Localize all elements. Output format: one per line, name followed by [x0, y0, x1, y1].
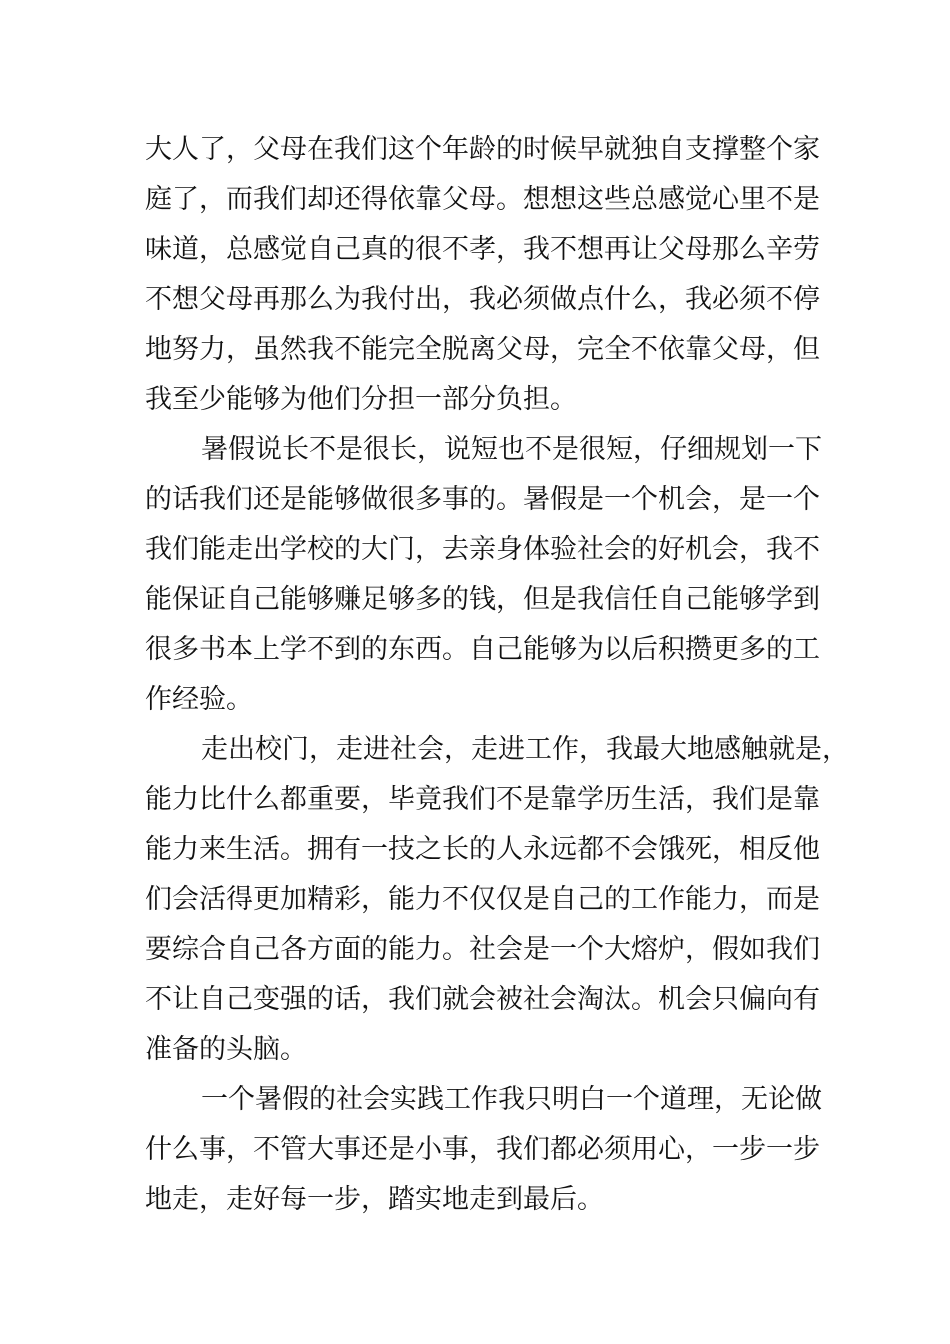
text-line: 庭了，而我们却还得依靠父母。想想这些总感觉心里不是 [145, 184, 820, 215]
text-line: 什么事，不管大事还是小事，我们都必须用心，一步一步 [145, 1134, 820, 1165]
paragraph-2 [145, 425, 822, 725]
paragraph-1 [145, 125, 820, 425]
paragraph-3 [145, 725, 849, 1075]
text-line: 不让自己变强的话，我们就会被社会淘汰。机会只偏向有 [145, 984, 820, 1015]
text-line: 能保证自己能够赚足够多的钱，但是我信任自己能够学到 [145, 584, 820, 615]
text-line: 味道，总感觉自己真的很不孝，我不想再让父母那么辛劳 [145, 234, 820, 265]
text-line: 地走，走好每一步，踏实地走到最后。 [145, 1184, 604, 1215]
text-line-indented: 一个暑假的社会实践工作我只明白一个道理，无论做 [201, 1084, 822, 1115]
text-line: 的话我们还是能够做很多事的。暑假是一个机会，是一个 [145, 484, 820, 515]
paragraph-4 [145, 1075, 822, 1225]
text-line: 我们能走出学校的大门，去亲身体验社会的好机会，我不 [145, 534, 820, 565]
text-line: 我至少能够为他们分担一部分负担。 [145, 384, 577, 415]
text-line: 作经验。 [145, 684, 253, 715]
text-line-indented: 暑假说长不是很长，说短也不是很短，仔细规划一下 [201, 434, 822, 465]
text-line: 不想父母再那么为我付出，我必须做点什么，我必须不停 [145, 284, 820, 315]
document-body [145, 125, 849, 1225]
text-line: 要综合自己各方面的能力。社会是一个大熔炉，假如我们 [145, 934, 820, 965]
text-line: 能力来生活。拥有一技之长的人永远都不会饿死，相反他 [145, 834, 820, 865]
text-line: 大人了，父母在我们这个年龄的时候早就独自支撑整个家 [145, 134, 820, 165]
text-line: 能力比什么都重要，毕竟我们不是靠学历生活，我们是靠 [145, 784, 820, 815]
text-line: 地努力，虽然我不能完全脱离父母，完全不依靠父母，但 [145, 334, 820, 365]
text-line-indented: 走出校门，走进社会，走进工作，我最大地感触就是， [201, 734, 849, 765]
text-line: 很多书本上学不到的东西。自己能够为以后积攒更多的工 [145, 634, 820, 665]
text-line: 们会活得更加精彩，能力不仅仅是自己的工作能力，而是 [145, 884, 820, 915]
text-line: 准备的头脑。 [145, 1034, 307, 1065]
